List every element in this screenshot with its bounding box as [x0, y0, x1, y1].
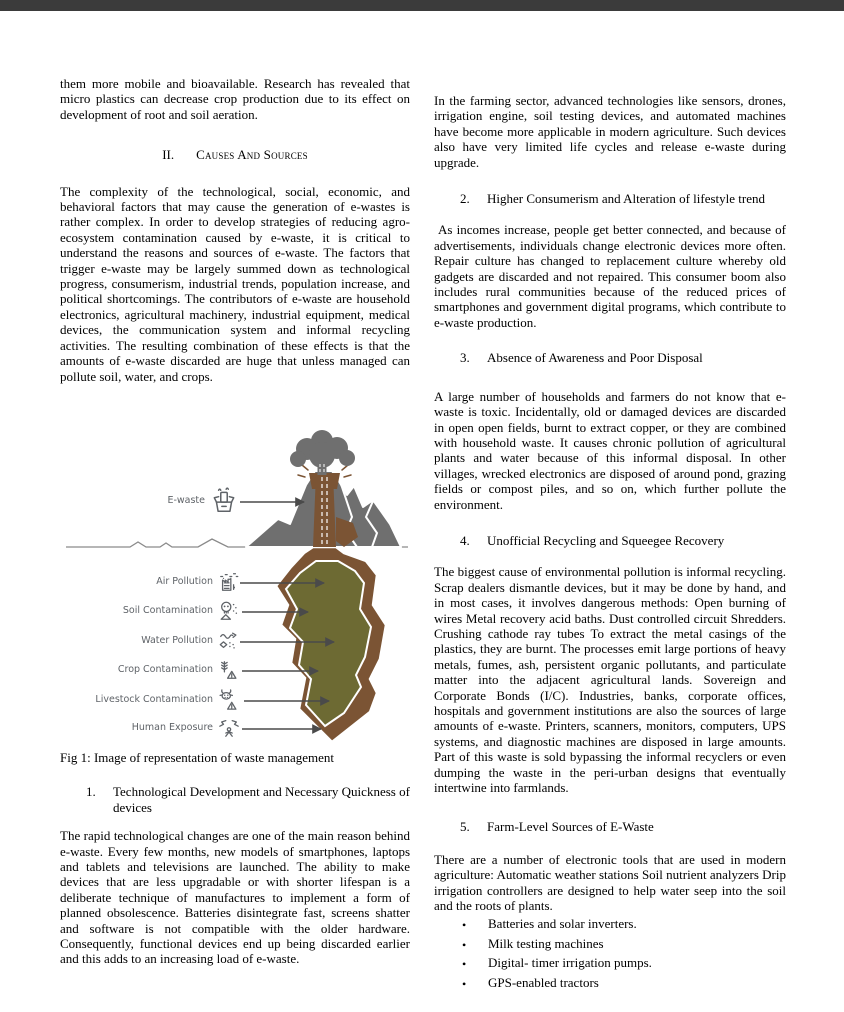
lava-channel [313, 473, 336, 547]
numbered-item-3 [434, 350, 786, 365]
water-pollution-icon [218, 630, 240, 652]
list-item [434, 935, 786, 954]
item-number: 4. [460, 532, 470, 548]
figure-label-text: Air Pollution [156, 576, 213, 588]
intro-paragraph: them more mobile and bioavailable. Research has revealed that micro plastics can decrease crop production due to its effect on development of root and soil aeration. [60, 76, 410, 122]
numbered-item-4 [434, 533, 786, 548]
item-title: Technological Development and Necessary Quickness of devices [113, 784, 410, 815]
section-heading-causes-and-sources [60, 147, 410, 162]
bullet-text: GPS-enabled tractors [488, 974, 599, 990]
item-title: Higher Consumerism and Alteration of lifestyle trend [487, 191, 765, 207]
left-column [60, 76, 410, 967]
farming-sector-paragraph: In the farming sector, advanced technologies like sensors, drones, irrigation engine, soil testing devices, and automated machines have become more applicable in modern agriculture. Such devices also have very limited life cycles and release e-waste during upgrade. [434, 93, 786, 170]
figure-label-water-pollution [141, 630, 240, 652]
farm-level-paragraph: There are a number of electronic tools that are used in modern agriculture: Automatic weather stations Soil nutrient analyzers Drip irrigation controllers are designed to help water seep into the soil and the roots of plants. [434, 851, 786, 914]
item-title: Unofficial Recycling and Squeegee Recovery [487, 532, 725, 548]
window-top-bar [0, 0, 844, 11]
human-exposure-icon [218, 717, 240, 739]
item-number: 5. [460, 819, 470, 835]
figure-label-text: E-waste [167, 495, 205, 507]
causes-paragraph: The complexity of the technological, social, economic, and behavioral factors that may cause the generation of e-wastes is rather complex. In order to develop strategies of reducing agro-ecosystem contamination caused by e-waste, it is critical to understand the reasons and sources of e-waste. The factors that trigger e-waste may be largely summed down as technological progress, consumerism, industrial trends, population increase, and political shortcomings. The contributors of e-waste are household electronics, agricultural machinery, industrial equipment, medical devices, the communication system and informal recycling activities. The resulting combination of these effects is that the amounts of e-waste discarded are huge that unless managed can pollute soil, water, and crops. [60, 183, 410, 384]
numbered-item-5 [434, 819, 786, 834]
figure-1 [60, 421, 410, 746]
consumerism-paragraph: As incomes increase, people get better connected, and because of advertisements, individuals change electronic devices more often. Repair culture has changed to replacement culture whereby old gadgets are discarded and not repaired. This consumer boom also includes rural communities because of the reduced prices of smartphones and government digital programs, which contribute to e-waste production. [434, 222, 786, 330]
ground-line [66, 539, 246, 547]
bullet-icon: • [462, 976, 467, 991]
figure-label-text: Livestock Contamination [95, 694, 213, 706]
figure-label-crop-contamination [118, 659, 240, 681]
numbered-item-2 [434, 191, 786, 206]
figure-label-text: Water Pollution [141, 635, 213, 647]
section-number: II. [162, 147, 175, 163]
figure-caption: Fig 1: Image of representation of waste management [60, 749, 334, 765]
list-item [434, 954, 786, 973]
crop-warning-icon [218, 659, 240, 681]
factory-icon [218, 571, 240, 593]
figure-label-livestock-contamination [95, 689, 240, 711]
item-title: Absence of Awareness and Poor Disposal [487, 350, 703, 366]
bullet-text: Batteries and solar inverters. [488, 916, 637, 932]
figure-label-human-exposure [132, 717, 240, 739]
figure-label-text: Soil Contamination [122, 605, 213, 617]
item-number: 2. [460, 191, 470, 207]
informal-recycling-paragraph: The biggest cause of environmental pollution is informal recycling. Scrap dealers dismantle devices, but it may be done by hand, and in most cases, it involves dangerous methods: Open burning of wires Metal recovery acid baths. Dust controlled circuit Shredders. Crushing cathode ray tubes To extract the metal casings of the plastics, they are burnt. The processes emit large portions of heavy metals, fumes, ash, persistent organic pollutants, and particulate matter into the adjacent agricultural lands. Sovereign and Corporate Bonds (I/C). Industries, banks, corporate offices, hospitals and government institutions are also the sources of large amounts of e-waste. Printers, scanners, monitors, computers, UPS systems, and diagnostic machines are disposed in large amounts. Part of this waste is sold bypassing the informal recyclers or even dumping the waste in the peri-urban designs that eventually intertwine into farmlands. [434, 564, 786, 796]
list-item [434, 974, 786, 993]
numbered-item-1 [60, 784, 410, 815]
skull-icon [218, 600, 240, 622]
figure-label-text: Crop Contamination [117, 664, 213, 676]
right-column [434, 93, 786, 993]
figure-label-soil-contamination [123, 600, 240, 622]
farm-sources-bullet-list [434, 915, 786, 993]
awareness-paragraph: A large number of households and farmers do not know that e-waste is toxic. Incidentally, old or damaged devices are discarded in open open fields, burnt to extract copper, or they are combined with household waste. It causes chronic pollution of agricultural plants and water because of this informal disposal. In other villages, wrecked electronics are disposed of around pond, grazing fields or compost piles, and so on, which further pollute the environment. [434, 388, 786, 512]
item-number: 3. [460, 350, 470, 366]
item-title: Farm-Level Sources of E-Waste [487, 819, 654, 835]
figure-label-text: Human Exposure [131, 722, 213, 734]
bullet-icon: • [462, 937, 467, 952]
bullet-text: Milk testing machines [488, 935, 604, 951]
livestock-warning-icon [218, 689, 240, 711]
section-title: Causes And Sources [196, 147, 308, 163]
smoke-cloud [290, 430, 355, 468]
bullet-icon: • [462, 957, 467, 972]
eruption-stem [318, 463, 327, 475]
figure-label-air-pollution [156, 571, 240, 593]
figure-label-e-waste [167, 487, 238, 515]
bullet-text: Digital- timer irrigation pumps. [488, 955, 652, 971]
item-number: 1. [86, 784, 96, 800]
bullet-icon: • [462, 918, 467, 933]
tech-development-paragraph: The rapid technological changes are one of the main reason behind e-waste. Every few months, new models of smartphones, laptops and tablets and televisions are launched. The ability to make devices that are less upgradable or with shorter lifespan is a deliberate technique of manufactures to implement a form of planned obsolescence. Batteries disintegrate fast, screens shatter and software is not compatible with the older hardware. Consequently, functional devices end up being discarded earlier and this adds to an increasing load of e-waste. [60, 828, 410, 967]
e-waste-bin-icon [210, 487, 238, 515]
list-item [434, 915, 786, 934]
